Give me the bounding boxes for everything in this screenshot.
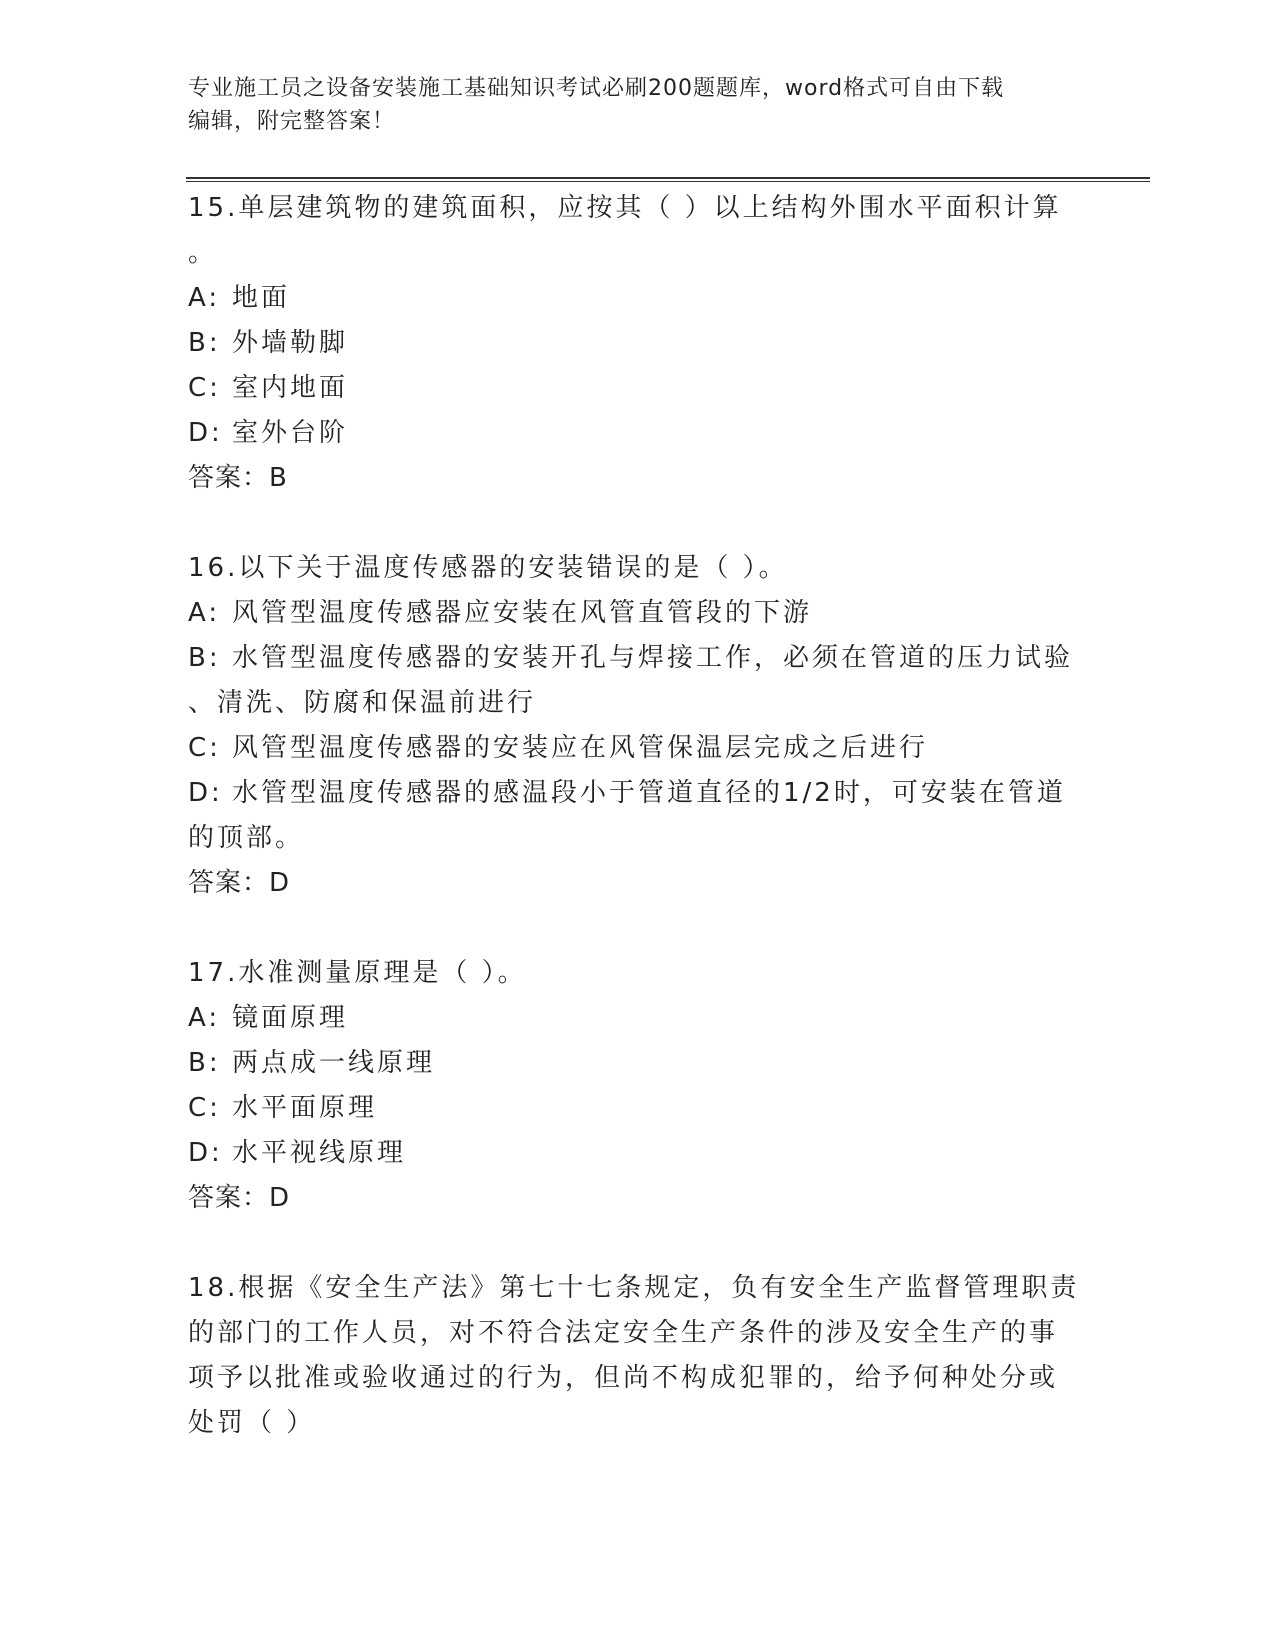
- option-c: [188, 726, 1088, 771]
- option-key: A:: [188, 598, 221, 628]
- option-text: 两点成一线原理: [232, 1048, 436, 1078]
- option-key: D:: [188, 1138, 223, 1168]
- option-key: B:: [188, 643, 221, 673]
- header-divider-thick: [186, 177, 1150, 179]
- option-b-cont: 、清洗、防腐和保温前进行: [188, 688, 537, 718]
- option-c: [188, 366, 1088, 411]
- question-text-cont: 。: [188, 238, 218, 268]
- option-b: [188, 636, 1088, 681]
- question-text: 18.根据《安全生产法》第七十七条规定，负有安全生产监督管理职责: [188, 1273, 1080, 1303]
- question-text: 15.单层建筑物的建筑面积，应按其（ ）以上结构外围水平面积计算: [188, 193, 1062, 223]
- option-text: 外墙勒脚: [232, 328, 349, 358]
- option-text: 镜面原理: [232, 1003, 349, 1033]
- option-key: B:: [188, 328, 221, 358]
- option-text: 地面: [232, 283, 291, 313]
- question-text-cont: 处罚（ ）: [188, 1408, 316, 1438]
- option-c: [188, 1086, 1088, 1131]
- option-key: C:: [188, 1093, 221, 1123]
- option-text: 室内地面: [232, 373, 349, 403]
- option-d-cont: 的顶部。: [188, 823, 305, 853]
- option-b: [188, 1041, 1088, 1086]
- option-key: B:: [188, 1048, 221, 1078]
- question-text: 17.水准测量原理是（ ）。: [188, 958, 527, 988]
- option-text: 水管型温度传感器的感温段小于管道直径的1/2时，可安装在管道: [232, 778, 1066, 808]
- option-text: 水平视线原理: [232, 1138, 407, 1168]
- option-key: C:: [188, 373, 221, 403]
- option-d: [188, 1131, 1088, 1176]
- question-18: [188, 1266, 1088, 1446]
- option-text: 水管型温度传感器的安装开孔与焊接工作，必须在管道的压力试验: [232, 643, 1074, 673]
- answer: 答案：B: [188, 463, 288, 493]
- option-a: [188, 276, 1088, 321]
- option-text: 风管型温度传感器应安装在风管直管段的下游: [232, 598, 813, 628]
- question-text-cont: 的部门的工作人员，对不符合法定安全生产条件的涉及安全生产的事: [188, 1318, 1059, 1348]
- header-line-1: 专业施工员之设备安装施工基础知识考试必刷200题题库，word格式可自由下载: [188, 76, 1005, 101]
- option-text: 风管型温度传感器的安装应在风管保温层完成之后进行: [232, 733, 929, 763]
- question-17: [188, 951, 1088, 1221]
- option-key: C:: [188, 733, 221, 763]
- option-d: [188, 411, 1088, 456]
- answer: 答案：D: [188, 868, 291, 898]
- header-divider-thin: [186, 181, 1150, 182]
- option-a: [188, 591, 1088, 636]
- page-header: [188, 72, 1068, 138]
- question-list: [188, 186, 1088, 1491]
- answer: 答案：D: [188, 1183, 291, 1213]
- option-b: [188, 321, 1088, 366]
- option-key: D:: [188, 418, 223, 448]
- question-text: 16.以下关于温度传感器的安装错误的是（ ）。: [188, 553, 788, 583]
- option-key: D:: [188, 778, 223, 808]
- option-key: A:: [188, 283, 221, 313]
- question-15: [188, 186, 1088, 501]
- option-a: [188, 996, 1088, 1041]
- header-line-2: 编辑，附完整答案！: [188, 109, 396, 134]
- option-text: 水平面原理: [232, 1093, 378, 1123]
- option-d: [188, 771, 1088, 816]
- option-text: 室外台阶: [232, 418, 349, 448]
- option-key: A:: [188, 1003, 221, 1033]
- question-text-cont: 项予以批准或验收通过的行为，但尚不构成犯罪的，给予何种处分或: [188, 1363, 1059, 1393]
- question-16: [188, 546, 1088, 906]
